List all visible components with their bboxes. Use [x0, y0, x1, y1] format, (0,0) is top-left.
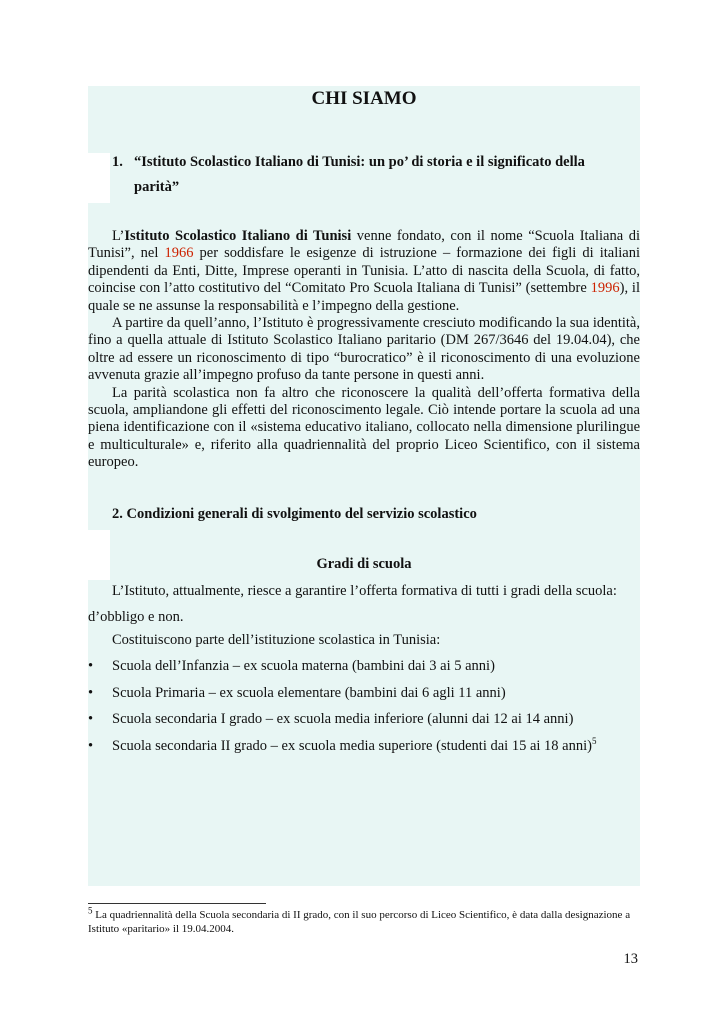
footnote-mark: 5: [88, 905, 93, 916]
text-line: L’Istituto, attualmente, riesce a garantire l’offerta formativa di tutti i gradi della scuola:: [112, 583, 617, 599]
paragraph: A partire da quell’anno, l’Istituto è progressivamente cresciuto modificando la sua identità, fino a quella attuale di Istituto Scolastico Italiano paritario (DM 267/3646 del 19.04.04), che oltre ad essere un riconoscimento di tipo “burocratico” è il riconoscimento di una evoluzione avvenuta grazie all’impegno profuso da tante persone in questi anni.: [88, 315, 640, 384]
section-title: “Istituto Scolastico Italiano di Tunisi: un po’ di storia e il significato della parità”: [134, 154, 585, 195]
footnote-text: La quadriennalità della Scuola secondaria di II grado, con il suo percorso di Liceo Scientifico, è data dalla designazione a Istituto «paritario» il 19.04.2004.: [88, 909, 631, 935]
year-highlight: 1966: [164, 245, 194, 262]
school-levels-list: [88, 653, 640, 759]
list-item: • Scuola secondaria II grado – ex scuola media superiore (studenti dai 15 ai 18 anni)$^5$: [88, 733, 640, 760]
panel-gap: [88, 153, 110, 203]
subheading: Gradi di scuola: [316, 556, 412, 572]
bullet-icon: •: [88, 658, 94, 674]
list-item: • Scuola Primaria – ex scuola elementare (bambini dai 6 agli 11 anni): [88, 680, 640, 707]
bullet-icon: •: [88, 737, 94, 754]
paragraph: L’Istituto Scolastico Italiano di Tunisi venne fondato, con il nome “Scuola Italiana di Tunisi”, nel 1966 per soddisfare le esigenze di istruzione – formazione dei figli di italiani dipendenti da Enti, Ditte, Imprese operanti in Tunisia. L’atto di nascita della Scuola, di fatto, coincise con l’atto costitutivo del “Comitato Pro Scuola Italiana di Tunisi” (settembre 1996), il quale se ne assunse la responsabilità e l’impegno della gestione.: [88, 228, 641, 314]
page-number: 13: [623, 951, 638, 967]
footnote-divider: [88, 903, 266, 904]
page-title: CHI SIAMO: [311, 88, 417, 109]
section-2-heading: 2. Condizioni generali di svolgimento del servizio scolastico: [112, 506, 477, 522]
paragraph: La parità scolastica non fa altro che riconoscere la qualità dell’offerta formativa della scuola, ampliandone gli effetti del riconoscimento legale. Ciò intende portare la scuola ad una piena identificazione con il «sistema educativo italiano, collocato nella dimensione plurilingue e multiculturale» e, riferito alla quadriennalità del proprio Liceo Scientifico, con il sistema europeo.: [88, 384, 640, 471]
footnote-reference[interactable]: 5: [591, 735, 597, 746]
history-paragraphs: [88, 228, 640, 472]
text-line: d’obbligo e non.: [88, 609, 184, 625]
text-line: Costituiscono parte dell’istituzione scolastica in Tunisia:: [112, 632, 441, 648]
bullet-icon: •: [88, 711, 94, 727]
section-1-heading: [112, 150, 632, 200]
bullet-icon: •: [88, 684, 94, 701]
content-background-panel: [88, 86, 640, 886]
section-number: 1.: [112, 154, 123, 170]
footnote: [88, 905, 640, 936]
year-highlight: 1996: [590, 280, 620, 297]
list-item: • Scuola dell’Infanzia – ex scuola materna (bambini dai 3 ai 5 anni): [88, 653, 640, 680]
school-name: Istituto Scolastico Italiano di Tunisi: [124, 228, 352, 244]
list-item: • Scuola secondaria I grado – ex scuola media inferiore (alunni dai 12 ai 14 anni): [88, 706, 640, 733]
